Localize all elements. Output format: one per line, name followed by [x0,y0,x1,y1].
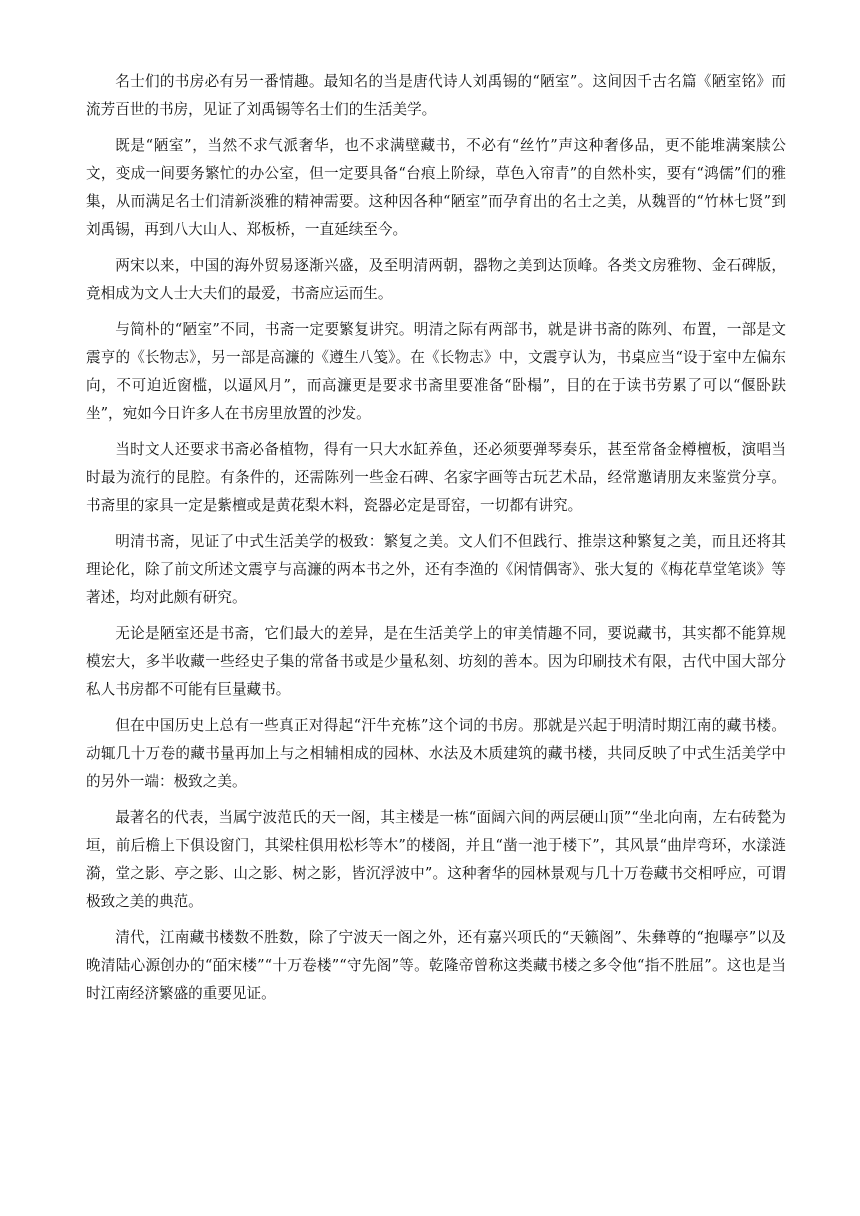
paragraph-2: 既是“陋室”，当然不求气派奢华，也不求满壁藏书，不必有“丝竹”声这种奢侈品，更不能堆满案牍公文，变成一间要务繁忙的办公室，但一定要具备“台痕上阶绿，草色入帘青”的自然朴实，要有“鸿儒”们的雅集，从而满足名士们清新淡雅的精神需要。这种因各种“陋室”而孕育出的名士之美，从魏晋的“竹林七贤”到刘禹锡，再到八大山人、郑板桥，一直延续至今。 [86,137,786,238]
paragraph-1: 名士们的书房必有另一番情趣。最知名的当是唐代诗人刘禹锡的“陋室”。这间因千古名篇《陋室铭》而流芳百世的书房，见证了刘禹锡等名士们的生活美学。 [86,73,786,118]
paragraph-6: 明清书斋，见证了中式生活美学的极致：繁复之美。文人们不但践行、推崇这种繁复之美，而且还将其理论化，除了前文所述文震亨与高濂的两本书之外，还有李渔的《闲情偶寄》、张大复的《梅花草堂笔谈》等著述，均对此颇有研究。 [86,533,786,606]
paragraph-4: 与简朴的“陋室”不同，书斋一定要繁复讲究。明清之际有两部书，就是讲书斋的陈列、布置，一部是文震亨的《长物志》，另一部是高濂的《遵生八笺》。在《长物志》中，文震亨认为，书桌应当“设于室中左偏东向，不可迫近窗槛，以逼风月”，而高濂更是要求书斋里要准备“卧榻”，目的在于读书劳累了可以“偃卧趺坐”，宛如今日许多人在书房里放置的沙发。 [86,321,786,422]
paragraph-9: 最著名的代表，当属宁波范氏的天一阁，其主楼是一栋“面阔六间的两层硬山顶”“坐北向南，左右砖甃为垣，前后檐上下俱设窗门，其梁柱俱用松杉等木”的楼阁，并且“凿一池于楼下”，其风景“曲岸弯环，水漾涟漪，堂之影、亭之影、山之影、树之影，皆沉浮波中”。这种奢华的园林景观与几十万卷藏书交相呼应，可谓极致之美的典范。 [86,809,786,910]
paragraph-8: 但在中国历史上总有一些真正对得起“汗牛充栋”这个词的书房。那就是兴起于明清时期江南的藏书楼。动辄几十万卷的藏书量再加上与之相辅相成的园林、水法及木质建筑的藏书楼，共同反映了中式生活美学中的另外一端：极致之美。 [86,717,786,790]
paragraph-10: 清代，江南藏书楼数不胜数，除了宁波天一阁之外，还有嘉兴项氏的“天籁阁”、朱彝尊的“抱曝亭”以及晚清陆心源创办的“皕宋楼”“十万卷楼”“守先阁”等。乾隆帝曾称这类藏书楼之多令他“指不胜屈”。这也是当时江南经济繁盛的重要见证。 [86,929,786,1002]
paragraph-5: 当时文人还要求书斋必备植物，得有一只大水缸养鱼，还必须要弹琴奏乐，甚至常备金樽檀板，演唱当时最为流行的昆腔。有条件的，还需陈列一些金石碑、名家字画等古玩艺术品，经常邀请朋友来鉴赏分享。书斋里的家具一定是紫檀或是黄花梨木料，瓷器必定是哥窑，一切都有讲究。 [86,441,786,514]
paragraph-7: 无论是陋室还是书斋，它们最大的差异，是在生活美学上的审美情趣不同，要说藏书，其实都不能算规模宏大，多半收藏一些经史子集的常备书或是少量私刻、坊刻的善本。因为印刷技术有限，古代中国大部分私人书房都不可能有巨量藏书。 [86,625,786,698]
article-body [86,68,786,1016]
paragraph-3: 两宋以来，中国的海外贸易逐渐兴盛，及至明清两朝，器物之美到达顶峰。各类文房雅物、金石碑版，竟相成为文人士大夫们的最爱，书斋应运而生。 [86,257,786,302]
